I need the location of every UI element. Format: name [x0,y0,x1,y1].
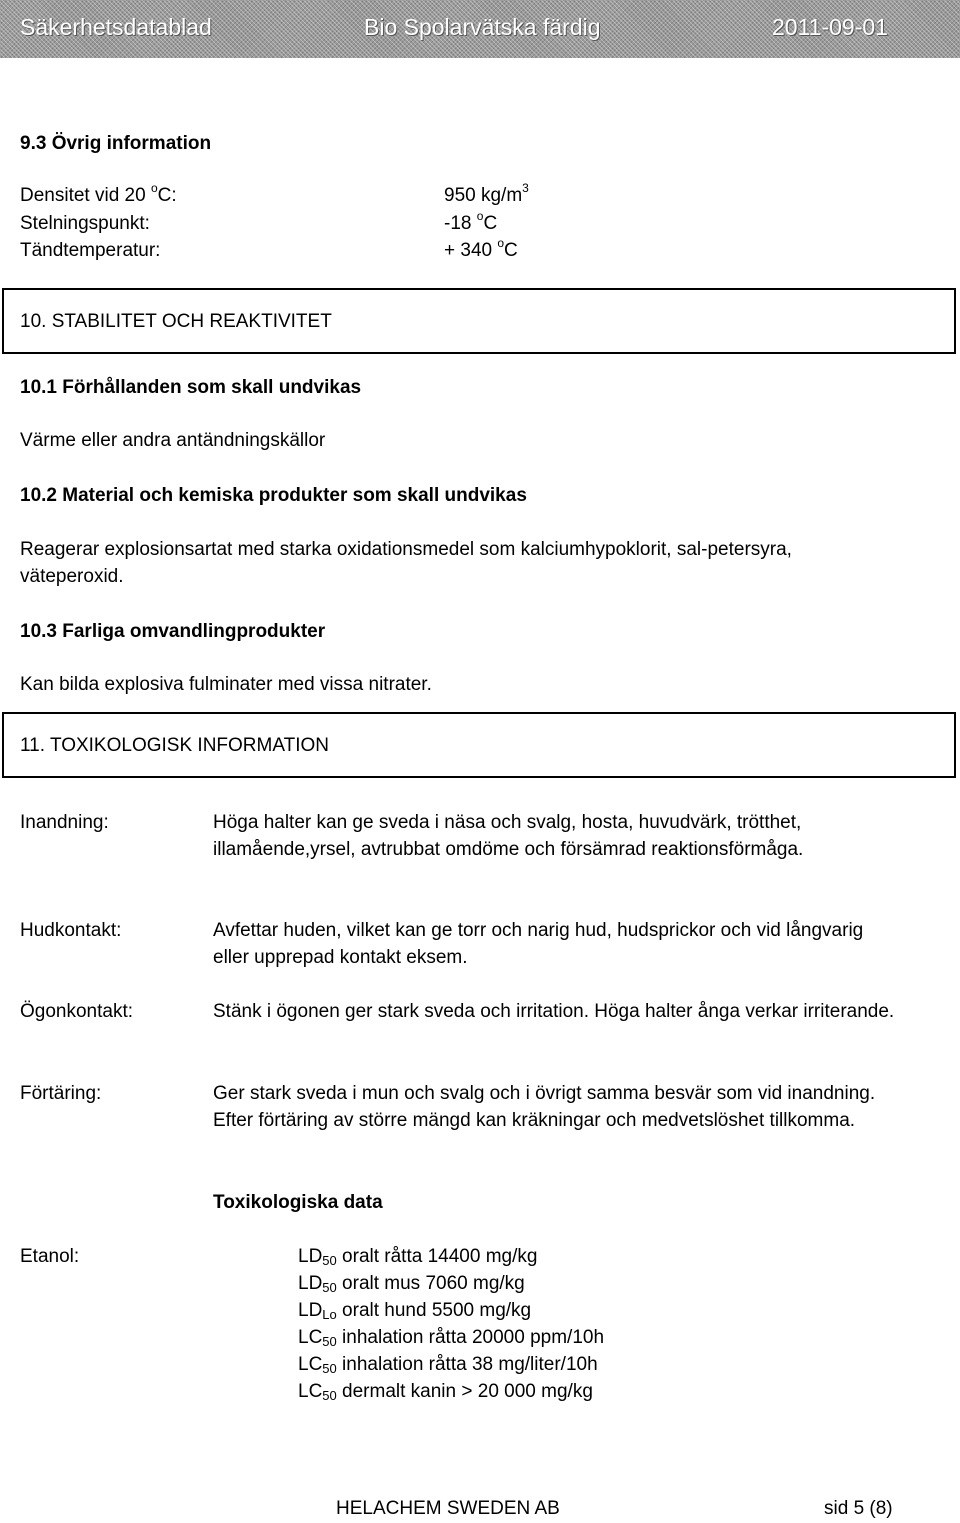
skin-contact-label: Hudkontakt: [20,920,122,941]
section-10-1-text: Värme eller andra antändningskällor [20,430,326,451]
ethanol-label: Etanol: [20,1246,80,1267]
section-9-3-heading: 9.3 Övrig information [20,133,212,154]
section-10-heading-box [2,288,956,354]
tox-value-line: $LC_{50}$ inhalation råtta 38 mg/liter/10h [298,1354,598,1376]
eye-contact-text: Stänk i ögonen ger stark sveda och irritation. Höga halter ånga verkar irriterande. [213,1001,895,1022]
tox-value-line: $LD_{50}$ oralt råtta 14400 mg/kg [298,1246,538,1268]
header-date: 2011-09-01 [772,14,888,40]
tox-value-line: $LC_{50}$ dermalt kanin > 20 000 mg/kg [298,1381,593,1403]
ignition-label: Tändtemperatur: [20,240,161,261]
section-10-2-text: Reagerar explosionsartat med starka oxidationsmedel som kalciumhypoklorit, sal-petersyra, väteperoxid. [20,539,792,587]
flash-label: Stelningspunkt: [20,213,150,234]
density-value: 950 $kg/m^3$ [444,181,529,206]
section-11-heading-box [2,712,956,778]
section-11-heading: 11. TOXIKOLOGISK INFORMATION [20,735,329,756]
footer-page-number: sid 5 (8) [824,1498,893,1519]
tox-value-line: $LC_{50}$ inhalation råtta 20000 ppm/10h [298,1327,605,1349]
skin-contact-text: Avfettar huden, vilket kan ge torr och narig hud, hudsprickor och vid långvarig eller upprepad kontakt eksem. [213,920,864,968]
section-10-1-heading: 10.1 Förhållanden som skall undvikas [20,377,362,398]
tox-data-heading: Toxikologiska data [213,1192,383,1213]
inhalation-text: Höga halter kan ge sveda i näsa och svalg, hosta, huvudvärk, trötthet, illamående,yrsel, avtrubbat omdöme och försämrad reaktionsförmåga. [213,812,804,860]
section-10-heading: 10. STABILITET OCH REAKTIVITET [20,311,332,332]
density-label: Densitet vid 20 $^o$C: [20,181,177,206]
tox-value-line: $LD_{50}$ oralt mus 7060 mg/kg [298,1273,525,1295]
flash-value: -18 $^o$C [444,209,498,234]
footer-company: HELACHEM SWEDEN AB [336,1498,560,1519]
ignition-value: + 340 $^o$C [444,236,518,261]
ingestion-text: Ger stark sveda i mun och svalg och i övrigt samma besvär som vid inandning. Efter förtäring av större mängd kan kräkningar och medvetslöshet tillkomma. [213,1083,876,1131]
tox-value-line: $LD_{Lo}$ oralt hund 5500 mg/kg [298,1300,532,1322]
section-10-2-heading: 10.2 Material och kemiska produkter som skall undvikas [20,485,527,506]
page-header [0,0,960,58]
section-10-3-text: Kan bilda explosiva fulminater med vissa nitrater. [20,674,432,695]
eye-contact-label: Ögonkontakt: [20,1001,134,1022]
header-doc-type: Säkerhetsdatablad [20,14,212,40]
ingestion-label: Förtäring: [20,1083,102,1104]
inhalation-label: Inandning: [20,812,109,833]
section-10-3-heading: 10.3 Farliga omvandlingprodukter [20,621,326,642]
header-product-name: Bio Spolarvätska färdig [364,14,601,40]
